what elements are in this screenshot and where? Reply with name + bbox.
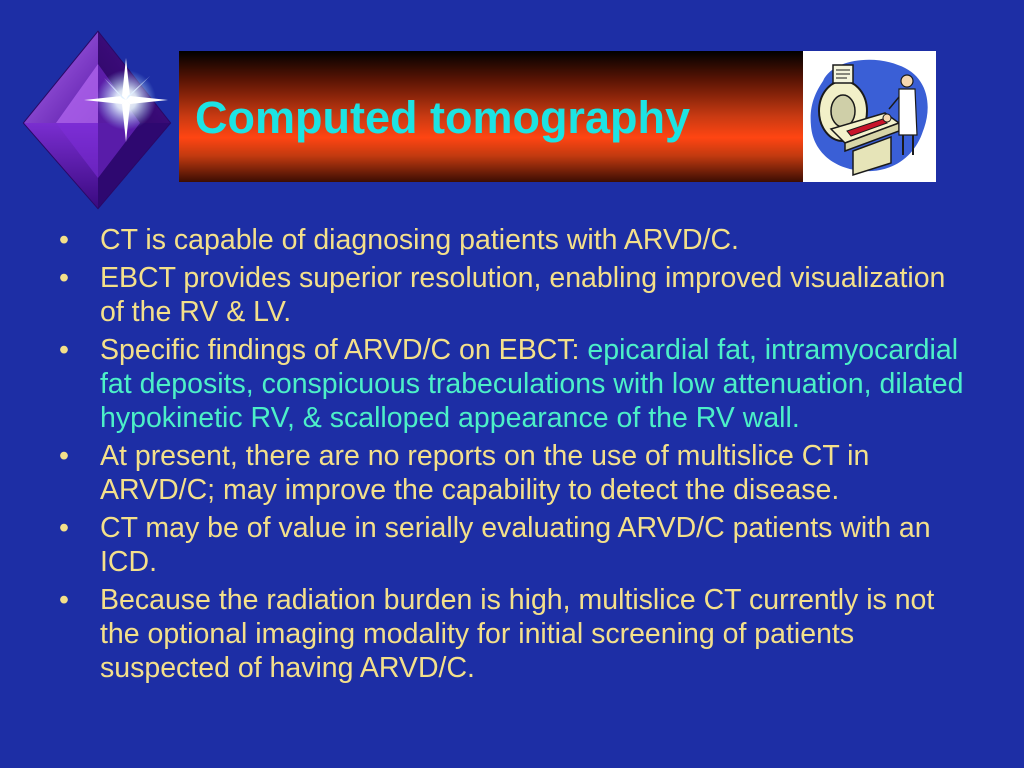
bullet-symbol: • — [59, 224, 69, 256]
bullet-list — [55, 223, 965, 689]
bullet-text: At present, there are no reports on the use of multislice CT in ARVD/C; may improve the capability to detect the disease. — [100, 440, 870, 506]
diamond-sparkle-icon — [0, 28, 200, 218]
bullet-symbol: • — [59, 512, 69, 544]
bullet-text: CT may be of value in serially evaluating ARVD/C patients with an ICD. — [100, 512, 931, 578]
bullet-symbol: • — [59, 334, 69, 366]
bullet-text: EBCT provides superior resolution, enabling improved visualization of the RV & LV. — [100, 262, 946, 328]
ct-scanner-clipart-icon — [803, 51, 936, 182]
bullet-text: Because the radiation burden is high, multislice CT currently is not the optional imaging modality for initial screening of patients suspected of having ARVD/C. — [100, 584, 935, 684]
slide-title: Computed tomography — [195, 92, 690, 143]
bullet-symbol: • — [59, 262, 69, 294]
bullet-lead-text: Specific findings of ARVD/C on EBCT: — [100, 334, 580, 366]
list-item — [55, 261, 965, 329]
bullet-symbol: • — [59, 440, 69, 472]
list-item — [55, 583, 965, 685]
bullet-accent-text: epicardial fat, intramyocardial fat deposits, conspicuous trabeculations with low attenuation, dilated hypokinetic RV, & scalloped appearance of the RV wall. — [100, 334, 964, 434]
list-item — [55, 333, 965, 435]
list-item — [55, 439, 965, 507]
list-item — [55, 511, 965, 579]
bullet-text: CT is capable of diagnosing patients with ARVD/C. — [100, 224, 739, 256]
ct-scanner-image — [803, 51, 936, 182]
bullet-symbol: • — [59, 584, 69, 616]
list-item — [55, 223, 965, 257]
